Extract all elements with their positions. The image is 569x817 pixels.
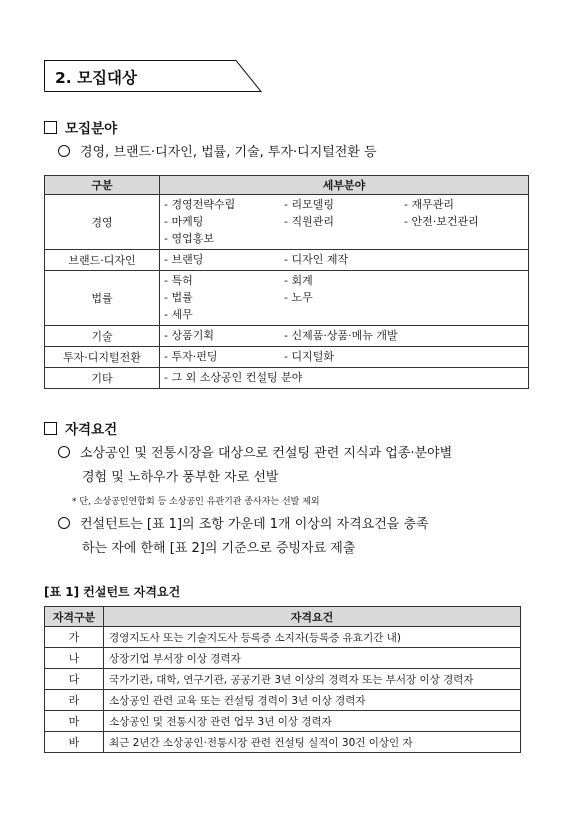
detail-item: 그 외 소상공인 컨설팅 분야: [171, 371, 303, 384]
table-row: [45, 250, 529, 271]
circle-bullet-icon: [58, 517, 70, 529]
qualification-heading-text: 자격요건: [65, 422, 118, 438]
fields-bullet-text: 경영, 브랜드·디자인, 법률, 기술, 투자·디지털전환 등: [80, 145, 377, 160]
detail-item: 안전·보건관리: [411, 215, 479, 228]
table-caption: [표 1] 컨설턴트 자격요건: [44, 585, 181, 599]
detail-item: 디자인 제작: [291, 253, 349, 266]
qualification-note: * 단, 소상공인연합회 등 소상공인 유관기관 종사자는 선발 제외: [72, 497, 320, 507]
bullet-line: 경험 및 노하우가 풍부한 자로 선발: [82, 470, 279, 485]
fields-table: [44, 175, 529, 389]
category-cell: 브랜드·디자인: [45, 250, 160, 271]
table-row: [45, 669, 521, 690]
detail-cell: - 특허 - 회계 - 법률 - 노무 - 세무: [160, 271, 529, 326]
detail-item: 경영전략수립: [171, 198, 236, 211]
category-cell: 기술: [45, 326, 160, 347]
row-value: 소상공인 관련 교육 또는 컨설팅 경력이 3년 이상 경력자: [104, 690, 521, 711]
row-value: 최근 2년간 소상공인·전통시장 관련 컨설팅 실적이 30건 이상인 자: [104, 732, 521, 753]
square-bullet-icon: [44, 422, 57, 435]
header-key: 자격구분: [45, 607, 104, 627]
detail-item: 상품기획: [171, 329, 214, 342]
fields-table-header: [45, 176, 529, 195]
header-value: 자격요건: [104, 607, 521, 627]
detail-cell: - 상품기획 - 신제품·상품·메뉴 개발: [160, 326, 529, 347]
row-value: 소상공인 및 전통시장 관련 업무 3년 이상 경력자: [104, 711, 521, 732]
qualification-bullet-2: [58, 513, 429, 561]
row-key: 가: [45, 627, 104, 648]
detail-item: 리모델링: [291, 198, 334, 211]
detail-item: 영업홍보: [171, 232, 214, 245]
detail-item: 브랜딩: [171, 253, 204, 266]
category-cell: 기타: [45, 368, 160, 389]
qualification-table: [44, 606, 521, 753]
fields-bullet: [58, 141, 377, 165]
circle-bullet-icon: [58, 446, 70, 458]
table-row: [45, 271, 529, 326]
row-value: 상장기업 부서장 이상 경력자: [104, 648, 521, 669]
detail-item: 디지털화: [291, 350, 334, 363]
row-key: 마: [45, 711, 104, 732]
detail-item: 신제품·상품·메뉴 개발: [291, 329, 398, 342]
detail-item: 회계: [291, 274, 313, 287]
table-row: [45, 690, 521, 711]
detail-item: 세무: [171, 308, 193, 321]
detail-item: 직원관리: [291, 215, 334, 228]
category-cell: 투자·디지털전환: [45, 347, 160, 368]
table-row: [45, 711, 521, 732]
table-row: [45, 732, 521, 753]
row-key: 바: [45, 732, 104, 753]
fields-table-header-category: 구분: [45, 176, 160, 195]
section-title: 2. 모집대상: [55, 69, 137, 87]
fields-heading-text: 모집분야: [65, 121, 118, 137]
detail-item: 법률: [171, 291, 193, 304]
detail-cell: - 브랜딩 - 디자인 제작: [160, 250, 529, 271]
row-key: 라: [45, 690, 104, 711]
qualification-bullet-1: [58, 442, 452, 490]
row-key: 다: [45, 669, 104, 690]
row-key: 나: [45, 648, 104, 669]
detail-cell: - 투자·펀딩 - 디지털화: [160, 347, 529, 368]
bullet-line: 소상공인 및 전통시장을 대상으로 컨설팅 관련 지식과 업종·분야별: [80, 446, 453, 461]
fields-table-header-detail: 세부분야: [160, 176, 529, 195]
detail-item: 투자·펀딩: [171, 350, 218, 363]
qualification-table-header: [45, 607, 521, 627]
bullet-line: 컨설턴트는 [표 1]의 조항 가운데 1개 이상의 자격요건을 충족: [80, 517, 429, 532]
detail-item: 특허: [171, 274, 193, 287]
square-bullet-icon: [44, 121, 57, 134]
row-value: 국가기관, 대학, 연구기관, 공공기관 3년 이상의 경력자 또는 부서장 이상 경력자: [104, 669, 521, 690]
detail-item: 노무: [291, 291, 313, 304]
qualification-heading: [44, 418, 117, 438]
fields-heading: [44, 117, 117, 137]
detail-item: 마케팅: [171, 215, 204, 228]
category-cell: 법률: [45, 271, 160, 326]
table-row: [45, 648, 521, 669]
bullet-line: 하는 자에 한해 [표 2]의 기준으로 증빙자료 제출: [82, 541, 356, 556]
detail-cell: - 그 외 소상공인 컨설팅 분야: [160, 368, 529, 389]
row-value: 경영지도사 또는 기술지도사 등록증 소지자(등록증 유효기간 내): [104, 627, 521, 648]
detail-cell: - 경영전략수립 - 리모델링 - 재무관리 - 마케팅 - 직원관리 - 안전·보건관리 - 영업홍보: [160, 195, 529, 250]
detail-item: 재무관리: [411, 198, 454, 211]
table-row: [45, 627, 521, 648]
table-row: [45, 347, 529, 368]
table-row: [45, 326, 529, 347]
table-row: [45, 368, 529, 389]
table-row: [45, 195, 529, 250]
circle-bullet-icon: [58, 145, 70, 157]
category-cell: 경영: [45, 195, 160, 250]
section-header: [44, 60, 262, 92]
